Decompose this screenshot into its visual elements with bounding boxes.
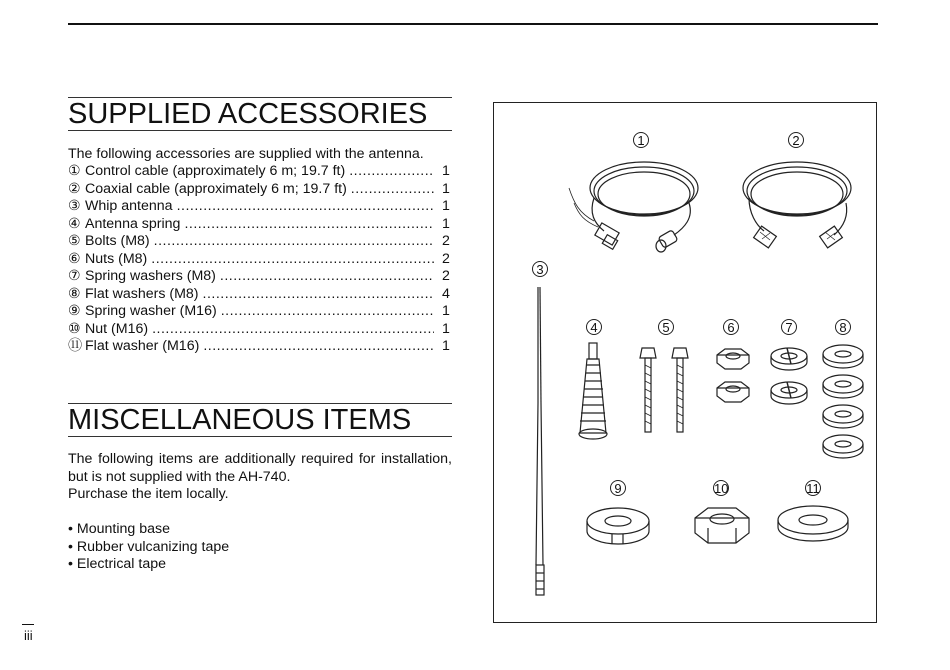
flat-washer-m16-icon	[778, 506, 848, 541]
accessory-list	[68, 163, 452, 356]
list-item: ② Coaxial cable (approximately 6 m; 19.7 ft) ..... 1	[68, 181, 452, 199]
list-item: ⑨ Spring washer (M16) ..... 1	[68, 303, 452, 321]
list-item: ③ Whip antenna ..... 1	[68, 198, 452, 216]
list-item: ⑧ Flat washers (M8) ..... 4	[68, 286, 452, 304]
list-item: • Rubber vulcanizing tape	[68, 538, 230, 555]
section-title-supplied-accessories: SUPPLIED ACCESSORIES	[68, 97, 452, 131]
figure-label-6: 6	[723, 319, 739, 335]
section-title-miscellaneous-items: MISCELLANEOUS ITEMS	[68, 403, 452, 437]
illustration-drawings	[494, 103, 878, 624]
flat-washer-icon	[823, 375, 863, 398]
flat-washer-icon	[823, 345, 863, 368]
list-item: ⑥ Nuts (M8) ..... 2	[68, 251, 452, 269]
figure-label-11: 11	[806, 481, 820, 496]
list-item: ④ Antenna spring ..... 1	[68, 216, 452, 234]
figure-label-3: 3	[532, 261, 548, 277]
coaxial-cable-icon	[743, 162, 851, 248]
list-item: • Mounting base	[68, 521, 170, 537]
list-item: • Electrical tape	[68, 556, 167, 572]
flat-washer-icon	[823, 405, 863, 428]
bolt-icon	[672, 348, 688, 432]
page-number: iii	[24, 628, 33, 643]
figure-label-10: 10	[714, 481, 729, 496]
misc-bullet-list	[68, 521, 229, 574]
nut-m16-icon	[695, 508, 749, 543]
accessories-illustration	[493, 102, 877, 623]
figure-label-7: 7	[781, 319, 797, 335]
list-item: ⑦ Spring washers (M8) ..... 2	[68, 268, 452, 286]
page-number-rule	[22, 624, 34, 625]
spring-washer-m16-icon	[587, 508, 649, 544]
spring-washer-icon	[771, 382, 807, 404]
figure-label-1: 1	[633, 132, 649, 148]
header-rule	[68, 23, 878, 25]
control-cable-icon	[569, 162, 698, 252]
list-item: ⑤ Bolts (M8) ..... 2	[68, 233, 452, 251]
list-item: ① Control cable (approximately 6 m; 19.7 ft) ..... 1	[68, 163, 452, 181]
flat-washer-icon	[823, 435, 863, 458]
antenna-spring-icon	[579, 343, 607, 439]
figure-label-5: 5	[658, 319, 674, 335]
supplied-intro: The following accessories are supplied with the antenna.	[68, 146, 424, 162]
figure-label-8: 8	[835, 319, 851, 335]
misc-paragraph: The following items are additionally required for installation, but is not supplied with the AH-740. Purchase the item locally.	[68, 451, 452, 502]
spring-washer-icon	[771, 348, 807, 370]
figure-label-9: 9	[610, 480, 626, 496]
whip-antenna-icon	[536, 287, 544, 595]
list-item: ⑩ Nut (M16) ..... 1	[68, 321, 452, 339]
nut-icon	[717, 349, 749, 369]
list-item: ⑪ Flat washer (M16) ..... 1	[68, 338, 452, 356]
figure-label-4: 4	[586, 319, 602, 335]
nut-icon	[717, 382, 749, 402]
bolt-icon	[640, 348, 656, 432]
figure-label-2: 2	[788, 132, 804, 148]
